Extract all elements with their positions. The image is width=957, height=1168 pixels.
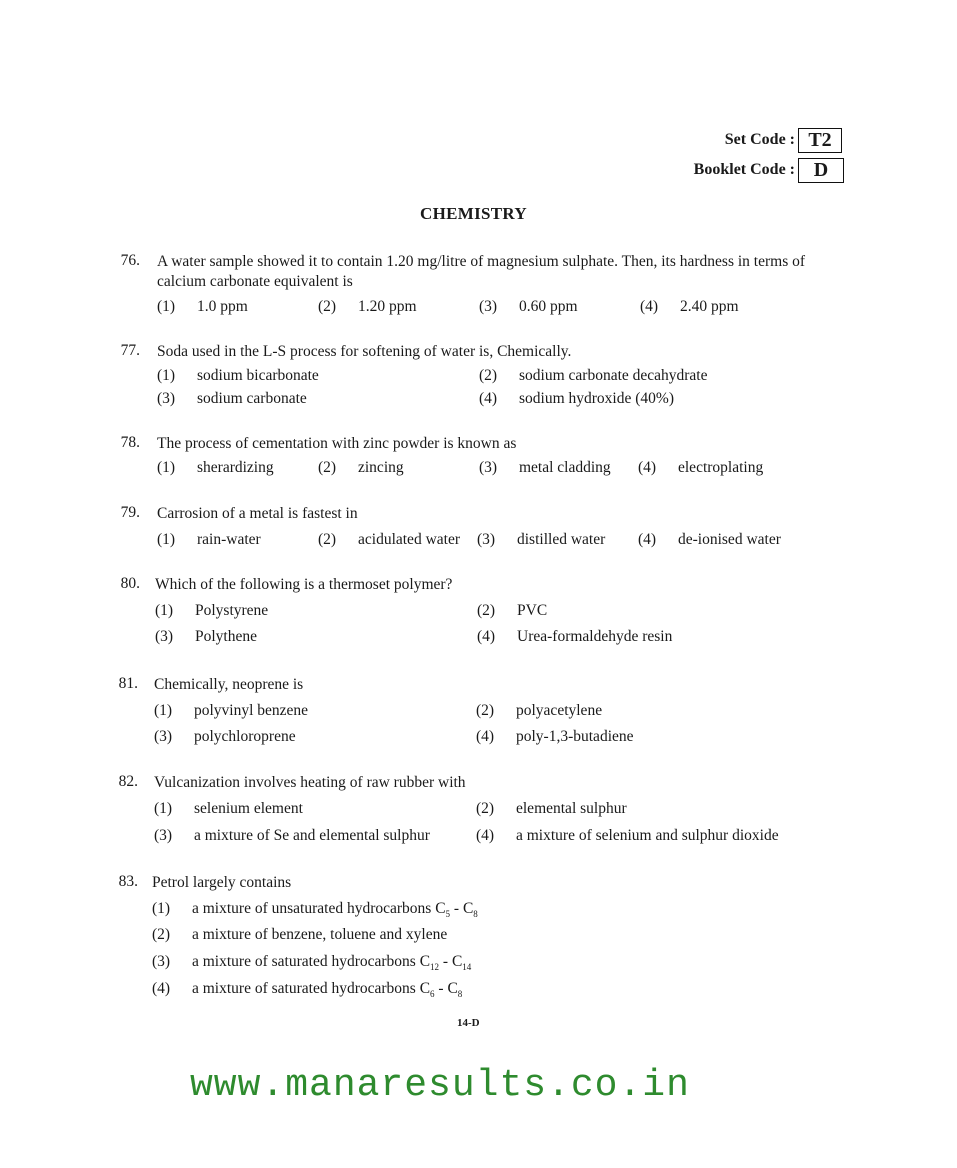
option-text: a mixture of saturated hydrocarbons [192,980,416,997]
option-number: (3) [479,459,498,476]
option-3 [154,827,430,845]
question-number: 83. [118,873,138,890]
option-text: rain-water [197,531,261,548]
option-text: sodium bicarbonate [197,367,319,384]
question-number: 76. [120,252,140,269]
question-number: 82. [118,773,138,790]
option-number: (4) [152,980,171,997]
option-number: (1) [152,900,171,917]
option-text: sherardizing [197,459,274,476]
option-2 [477,602,547,620]
option-text: Urea-formaldehyde resin [517,628,673,645]
option-3 [479,298,578,316]
option-text: polyvinyl benzene [194,702,309,719]
question-text: Petrol largely contains [152,874,292,891]
option-4 [476,827,779,845]
option-text: Polystyrene [195,602,269,619]
option-1 [157,298,248,316]
page-title: CHEMISTRY [420,204,527,223]
option-text: zincing [358,459,404,476]
option-text: sodium carbonate [197,390,307,407]
formula-dash: - [434,980,448,997]
option-number: (4) [476,827,495,844]
option-3 [479,459,611,477]
option-2 [479,367,708,385]
option-3 [152,953,471,972]
option-number: (4) [640,298,659,315]
option-text: electroplating [678,459,764,476]
option-number: (1) [155,602,174,619]
question-text: The process of cementation with zinc powder is known as [157,435,517,452]
formula-dash: - [439,953,452,970]
booklet-code-label: Booklet Code : [693,161,795,178]
option-1 [157,531,261,549]
option-number: (2) [476,800,495,817]
option-number: (3) [152,953,171,970]
option-number: (2) [477,602,496,619]
option-4 [640,298,739,316]
option-number: (2) [479,367,498,384]
question-text: Which of the following is a thermoset polymer? [155,576,453,593]
formula-second: C [462,900,474,917]
formula-first: C [435,900,446,917]
option-number: (2) [476,702,495,719]
option-number: (1) [154,800,173,817]
option-3 [154,728,296,746]
option-text: sodium carbonate decahydrate [519,367,708,384]
option-text: 0.60 ppm [519,298,578,315]
option-number: (3) [154,827,173,844]
option-text: sodium hydroxide (40%) [519,390,674,407]
option-2 [476,702,602,720]
option-text: a mixture of benzene, toluene and xylene [192,926,448,943]
option-text: a mixture of Se and elemental sulphur [194,827,430,844]
question-text: A water sample showed it to contain 1.20 mg/litre of magnesium sulphate. Then, its hardness in terms of calcium carbonate equivalent is [157,253,806,290]
option-number: (3) [157,390,176,407]
formula-first: C [419,953,431,970]
option-text: selenium element [194,800,303,817]
option-number: (1) [157,459,176,476]
option-number: (4) [638,459,657,476]
formula-sub-first: 6 [430,989,435,1000]
option-number: (1) [157,367,176,384]
option-3 [477,531,605,549]
question-number: 79. [120,504,140,521]
option-number: (3) [479,298,498,315]
option-text: de-ionised water [678,531,781,548]
option-text: PVC [517,602,548,619]
option-4 [638,459,763,477]
option-2 [152,926,447,944]
option-text: metal cladding [519,459,611,476]
booklet-code-box: D [798,158,844,183]
formula-sub-second: 8 [473,909,478,920]
formula-dash: - [450,900,463,917]
question-text: Chemically, neoprene is [154,676,304,693]
option-2 [318,459,404,477]
option-text: distilled water [517,531,606,548]
option-number: (2) [318,459,337,476]
option-text: a mixture of unsaturated hydrocarbons [192,900,432,917]
option-3 [157,390,307,408]
option-number: (2) [318,531,337,548]
question-number: 77. [120,342,140,359]
option-text: a mixture of selenium and sulphur dioxide [516,827,779,844]
option-1 [157,459,274,477]
question-number: 78. [120,434,140,451]
option-text: poly-1,3-butadiene [516,728,634,745]
option-number: (2) [318,298,337,315]
formula-sub-first: 5 [445,909,451,920]
option-number: (4) [476,728,495,745]
question-text: Soda used in the L-S process for softening of water is, Chemically. [157,343,572,360]
formula-sub-second: 8 [457,989,463,1000]
option-text: 1.0 ppm [197,298,248,315]
set-code-box: T2 [798,128,842,153]
formula-second: C [451,953,463,970]
option-text: acidulated water [358,531,460,548]
option-text: 2.40 ppm [680,298,739,315]
formula-second: C [447,980,458,997]
option-number: (3) [477,531,496,548]
formula-first: C [419,980,431,997]
option-text: 1.20 ppm [358,298,417,315]
option-1 [155,602,268,620]
set-code-label: Set Code : [724,131,795,148]
option-1 [152,900,478,919]
question-text: Vulcanization involves heating of raw rubber with [154,774,466,791]
option-number: (1) [154,702,173,719]
option-1 [154,800,303,818]
formula-sub-first: 12 [430,962,440,973]
option-2 [318,298,417,316]
option-text: polyacetylene [516,702,603,719]
option-text: elemental sulphur [516,800,627,817]
option-number: (2) [152,926,171,943]
option-number: (1) [157,531,176,548]
option-number: (4) [477,628,496,645]
formula-sub-second: 14 [462,962,472,973]
question-number: 80. [120,575,140,592]
option-4 [477,628,672,646]
option-number: (1) [157,298,176,315]
option-4 [152,980,462,999]
option-text: Polythene [195,628,257,645]
option-1 [154,702,308,720]
option-4 [479,390,674,408]
option-number: (4) [479,390,498,407]
watermark-url: www.manaresults.co.in [190,1064,690,1107]
question-number: 81. [118,675,138,692]
option-4 [476,728,634,746]
page-number: 14-D [457,1017,480,1029]
option-1 [157,367,319,385]
option-number: (4) [638,531,657,548]
option-number: (3) [154,728,173,745]
option-4 [638,531,781,549]
question-text: Carrosion of a metal is fastest in [157,505,358,522]
option-number: (3) [155,628,174,645]
option-text: polychloroprene [194,728,296,745]
option-2 [476,800,627,818]
option-2 [318,531,460,549]
option-3 [155,628,257,646]
option-text: a mixture of saturated hydrocarbons [192,953,416,970]
